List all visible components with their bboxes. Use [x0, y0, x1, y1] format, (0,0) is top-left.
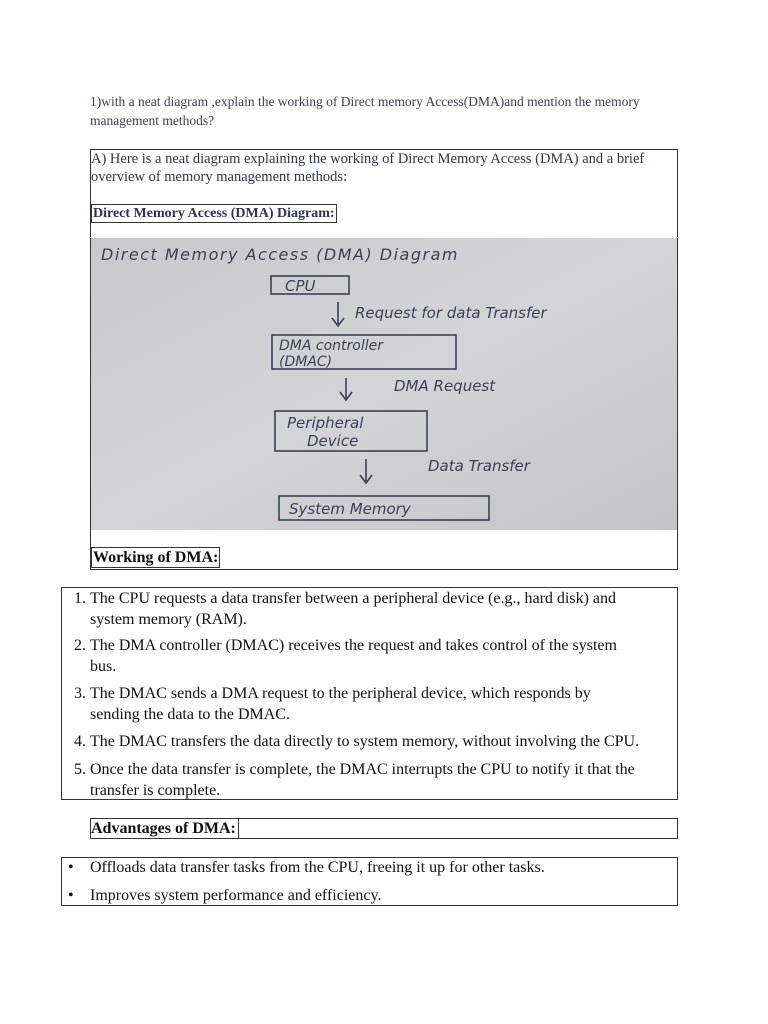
handwritten-diagram-svg: [91, 238, 678, 530]
advantages-heading: Advantages of DMA:: [91, 819, 239, 838]
question-text: 1)with a neat diagram ,explain the working of Direct memory Access(DMA)and mention the memory management methods?: [90, 94, 640, 128]
arrow-label-2: DMA Request: [394, 377, 496, 395]
advantages-list: [61, 857, 678, 906]
working-steps-list: [61, 587, 678, 800]
list-item-number: 2.: [74, 637, 86, 654]
list-item-number: 4.: [74, 733, 86, 750]
list-item-text: The DMAC transfers the data directly to system memory, without involving the CPU.: [90, 733, 640, 750]
advantages-heading-box: [90, 818, 678, 839]
working-heading-box: [90, 530, 678, 570]
arrow-label-1: Request for data Transfer: [355, 304, 547, 322]
dma-diagram-heading: Direct Memory Access (DMA) Diagram:: [93, 206, 335, 221]
dmac-box-label-2: (DMAC): [279, 354, 333, 370]
paper-background: [91, 238, 678, 530]
list-item-text: Improves system performance and efficiency.: [90, 887, 382, 904]
list-item-text: The DMA controller (DMAC) receives the request and takes control of the system bus.: [90, 637, 617, 675]
peripheral-box-label-1: Peripheral: [287, 414, 364, 432]
list-item-number: 5.: [74, 761, 86, 778]
dmac-box-label-1: DMA controller: [279, 338, 383, 354]
system-memory-box-label: System Memory: [289, 500, 411, 518]
list-item-number: 1.: [74, 590, 86, 607]
list-item-number: 3.: [74, 685, 86, 702]
handwritten-diagram-photo: [90, 238, 678, 530]
answer-intro-box: [90, 149, 678, 237]
bullet: •: [68, 887, 74, 904]
list-item-text: Offloads data transfer tasks from the CPU, freeing it up for other tasks.: [90, 859, 545, 876]
arrow-label-3: Data Transfer: [428, 457, 530, 475]
working-heading: Working of DMA:: [93, 549, 219, 566]
list-item-text: The CPU requests a data transfer between a peripheral device (e.g., hard disk) and system memory (RAM).: [90, 590, 617, 628]
diagram-title: Direct Memory Access (DMA) Diagram: [101, 245, 459, 264]
peripheral-box-label-2: Device: [307, 432, 359, 450]
list-item-text: The DMAC sends a DMA request to the peripheral device, which responds by sending the data to the DMAC.: [90, 685, 591, 723]
answer-intro-text: A) Here is a neat diagram explaining the working of Direct Memory Access (DMA) and a brief overview of memory management methods:: [91, 151, 645, 185]
cpu-box-label: CPU: [285, 277, 316, 295]
bullet: •: [68, 859, 74, 876]
list-item-text: Once the data transfer is complete, the DMAC interrupts the CPU to notify it that the transfer is complete.: [90, 761, 635, 799]
